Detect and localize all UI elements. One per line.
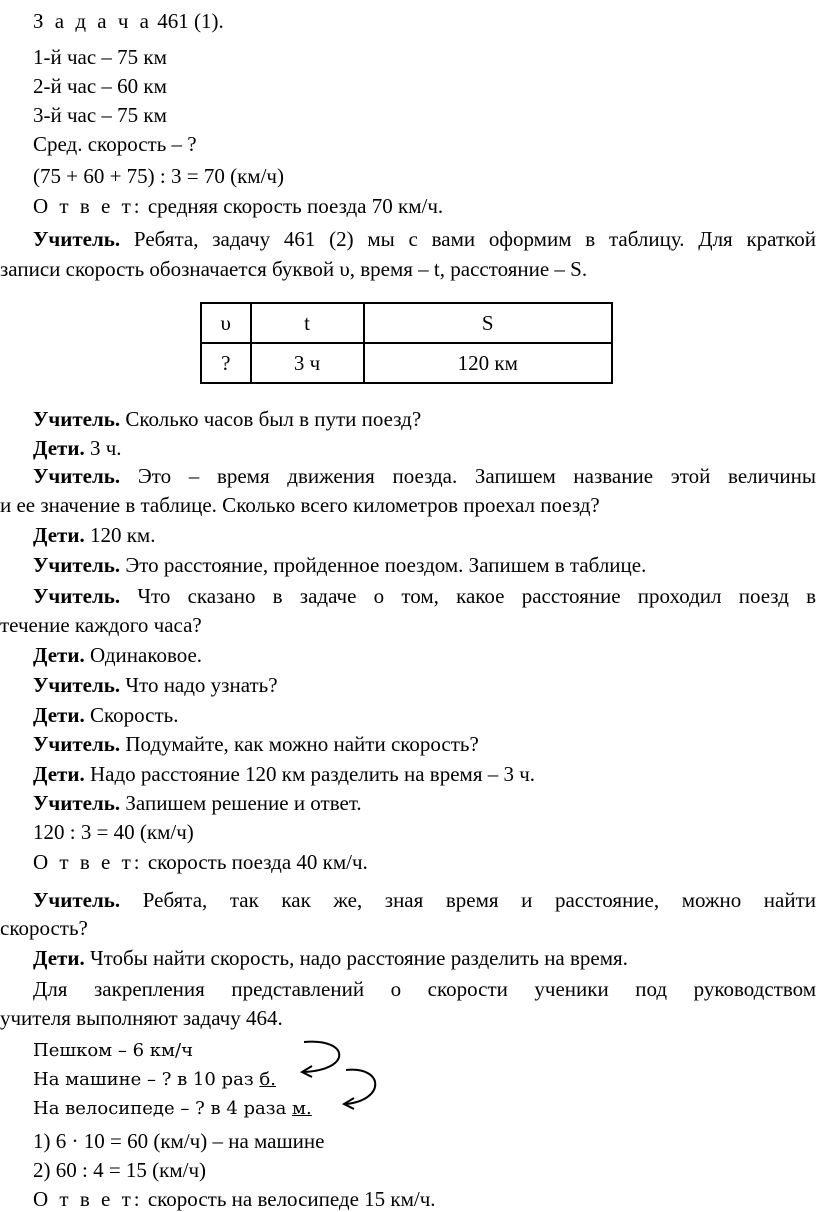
dialog-line: Дети. Скорость. — [33, 703, 179, 727]
dialog3-kids: Дети. Чтобы найти скорость, надо расстояние разделить на время. — [33, 946, 628, 970]
dialog-line-cont: и ее значение в таблице. Сколько всего километров проехал поезд? — [0, 493, 600, 517]
relation-arrows — [290, 1036, 390, 1120]
solution2-expr: 120 : 3 = 40 (км/ч) — [33, 820, 194, 844]
dialog3-paragraph-line2: учителя выполняют задачу 464. — [0, 1006, 283, 1030]
dialog-line: Учитель. Это – время движения поезда. Запишем название этой величины — [33, 464, 816, 488]
cell-distance: 120 км — [364, 343, 612, 383]
header-speed: υ — [201, 303, 251, 343]
table-header-row — [201, 303, 612, 343]
header-time: t — [251, 303, 364, 343]
dialog-line-cont: течение каждого часа? — [0, 613, 202, 637]
header-distance: S — [364, 303, 612, 343]
task-line-2: 2-й час – 60 км — [33, 74, 167, 98]
task-solution: (75 + 60 + 75) : 3 = 70 (км/ч) — [33, 164, 284, 188]
handwritten-line-3: На велосипеде – ? в 4 раза м. — [33, 1098, 312, 1119]
dialog-line: Учитель. Что сказано в задаче о том, какое расстояние проходил поезд в — [33, 584, 816, 608]
final-step-2: 2) 60 : 4 = 15 (км/ч) — [33, 1158, 207, 1182]
dialog3-teacher: Учитель. Ребята, так как же, зная время и расстояние, можно найти — [33, 888, 816, 912]
handwritten-line-1: Пешком – 6 км/ч — [33, 1040, 194, 1061]
dialog1-line2: записи скорость обозначается буквой υ, время – t, расстояние – S. — [0, 257, 588, 281]
task-line-1: 1-й час – 75 км — [33, 45, 167, 69]
final-step-1: 1) 6 · 10 = 60 (км/ч) – на машине — [33, 1129, 325, 1153]
task-line-3: 3-й час – 75 км — [33, 103, 167, 127]
dialog-line: Учитель. Что надо узнать? — [33, 673, 278, 697]
arrow-curve-2 — [346, 1070, 375, 1104]
task-line-4: Сред. скорость – ? — [33, 132, 197, 156]
final-answer: О т в е т: скорость на велосипеде 15 км/ч. — [33, 1187, 436, 1211]
cell-speed: ? — [201, 343, 251, 383]
dialog-line: Учитель. Запишем решение и ответ. — [33, 791, 362, 815]
speed-table — [200, 302, 613, 384]
dialog-line: Учитель. Это расстояние, пройденное поездом. Запишем в таблице. — [33, 553, 647, 577]
task-answer: О т в е т: средняя скорость поезда 70 км/ч. — [33, 194, 444, 218]
dialog3-teacher-cont: скорость? — [0, 916, 88, 940]
task-heading: З а д а ч а 461 (1). — [33, 9, 224, 33]
dialog-line: Учитель. Сколько часов был в пути поезд? — [33, 407, 422, 431]
solution2-answer: О т в е т: скорость поезда 40 км/ч. — [33, 850, 368, 874]
dialog-line: Дети. 3 ч. — [33, 436, 122, 460]
dialog1-line1: Учитель. Ребята, задачу 461 (2) мы с вами оформим в таблицу. Для краткой — [33, 227, 816, 251]
dialog3-paragraph-line1: Для закрепления представлений о скорости ученики под руководством — [33, 977, 816, 1001]
handwritten-note — [33, 1036, 312, 1123]
handwritten-line-2: На машине – ? в 10 раз б. — [33, 1069, 276, 1090]
table-row — [201, 343, 612, 383]
cell-time: 3 ч — [251, 343, 364, 383]
dialog-line: Дети. Одинаковое. — [33, 643, 203, 667]
dialog-line: Учитель. Подумайте, как можно найти скорость? — [33, 732, 479, 756]
dialog-line: Дети. Надо расстояние 120 км разделить на время – 3 ч. — [33, 762, 536, 786]
dialog-line: Дети. 120 км. — [33, 523, 156, 547]
